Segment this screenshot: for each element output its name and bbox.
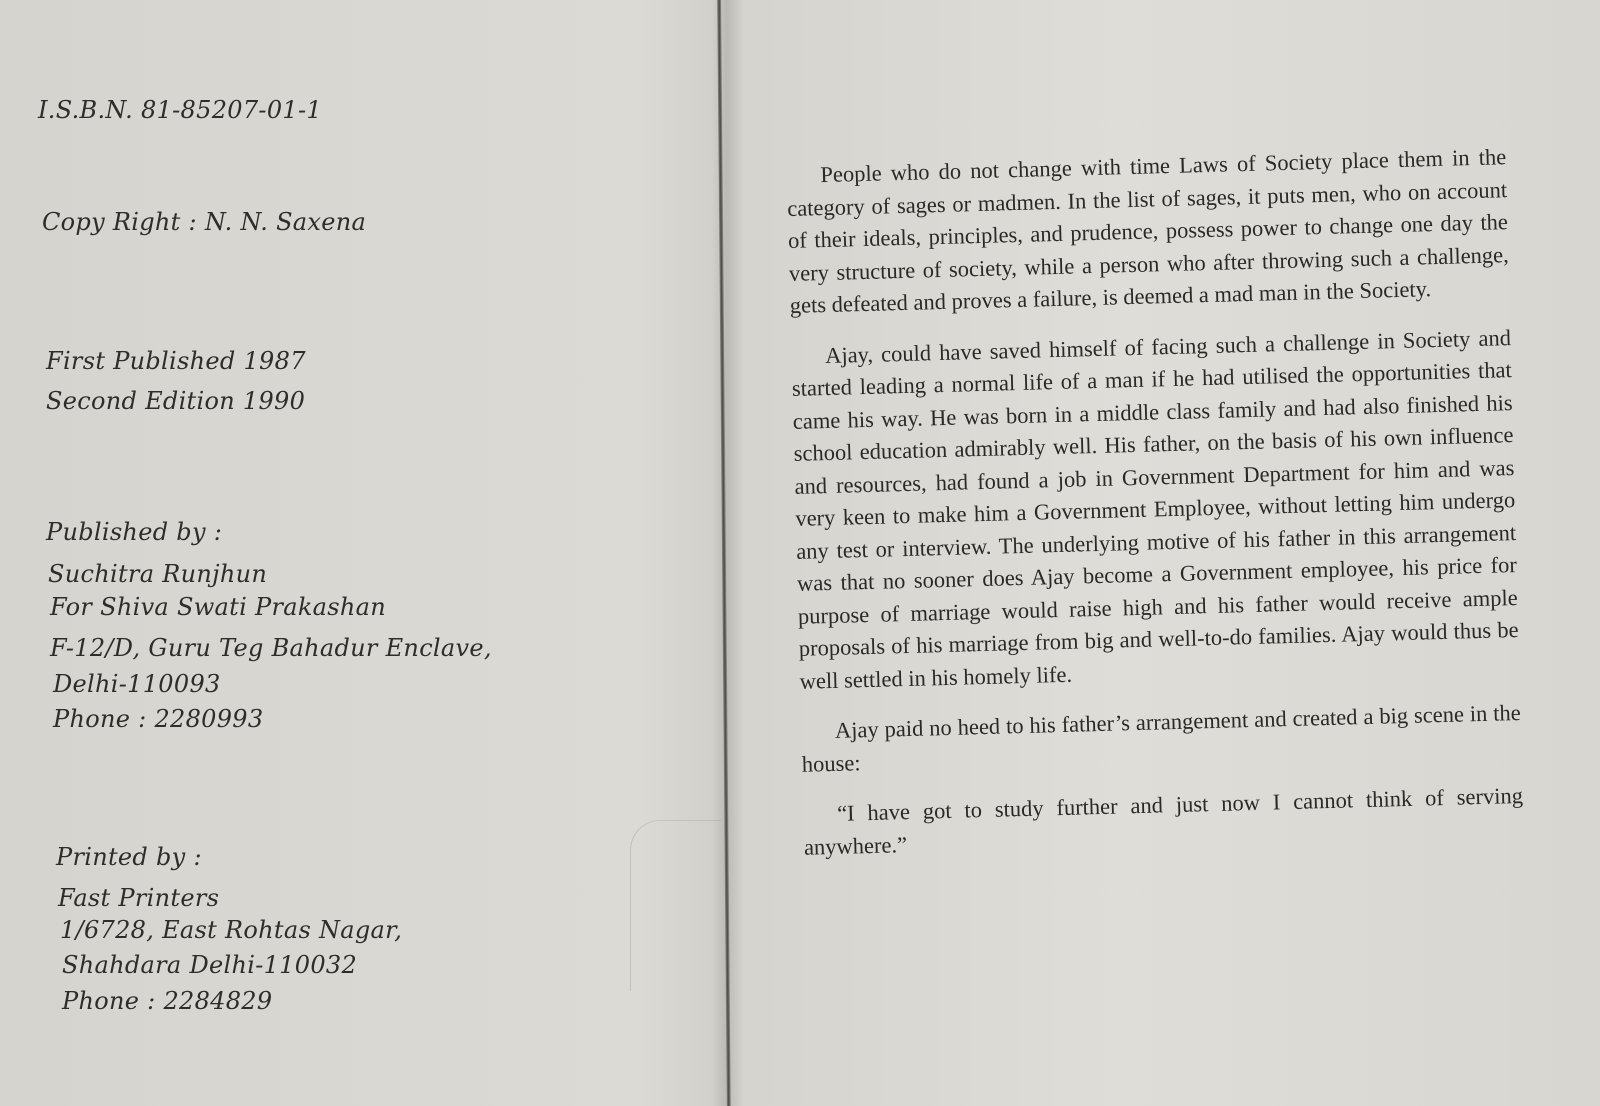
publisher-phone: Phone : 2280993 [53,705,264,733]
publisher-house: For Shiva Swati Prakashan [50,593,387,621]
paragraph-4: “I have got to study further and just now I cannot think of serving anywhere.” [803,782,1524,860]
isbn-line: I.S.B.N. 81-85207-01-1 [38,96,322,124]
paragraph-2: Ajay, could have saved himself of facing such a challenge in Society and started leading a normal life of a man if he had utilised the opportunities that came his way. He was born in a middle class family and had also finished his school education admirably well. His father, on the basis of his own influence and resources, had found a job in Government Department for him and was very keen to make him a Government Employee, without letting him undergo any test or interview. The underlying motive of his father in this arrangement was that no sooner does Ajay become a Government employee, his price for purpose of marriage would raise high and his father would receive ample proposals of his marriage from big and well-to-do families. Ajay would thus be well settled in his homely life. [791,324,1519,694]
printed-by-label: Printed by : [56,843,202,871]
show-through-mark [630,820,721,991]
paragraph-1: People who do not change with time Laws of Society place them in the category of sages or madmen. In the list of sages, it puts men, who on account of their ideals, principles, and prudence, possess power to change one day the very structure of society, while a person who after throwing such a challenge, gets defeated and proves a failure, is deemed a mad man in the Society. [786,144,1510,318]
text-page [730,0,1600,1106]
printer-phone: Phone : 2284829 [62,987,273,1015]
second-edition-line: Second Edition 1990 [46,387,306,415]
printer-address-line-2: Shahdara Delhi-110032 [62,951,358,979]
publisher-address-line-2: Delhi-110093 [53,670,221,698]
first-published-line: First Published 1987 [46,347,306,375]
printer-name: Fast Printers [58,884,220,912]
paragraph-3: Ajay paid no heed to his father’s arrangement and created a big scene in the house: [801,699,1522,777]
printer-address-line-1: 1/6728, East Rohtas Nagar, [60,916,403,944]
publisher-address-line-1: F-12/D, Guru Teg Bahadur Enclave, [50,634,492,662]
imprint-page [0,0,720,1106]
published-by-label: Published by : [46,518,223,546]
copyright-line: Copy Right : N. N. Saxena [42,208,367,236]
publisher-name: Suchitra Runjhun [48,560,268,588]
body-text [786,141,1525,882]
